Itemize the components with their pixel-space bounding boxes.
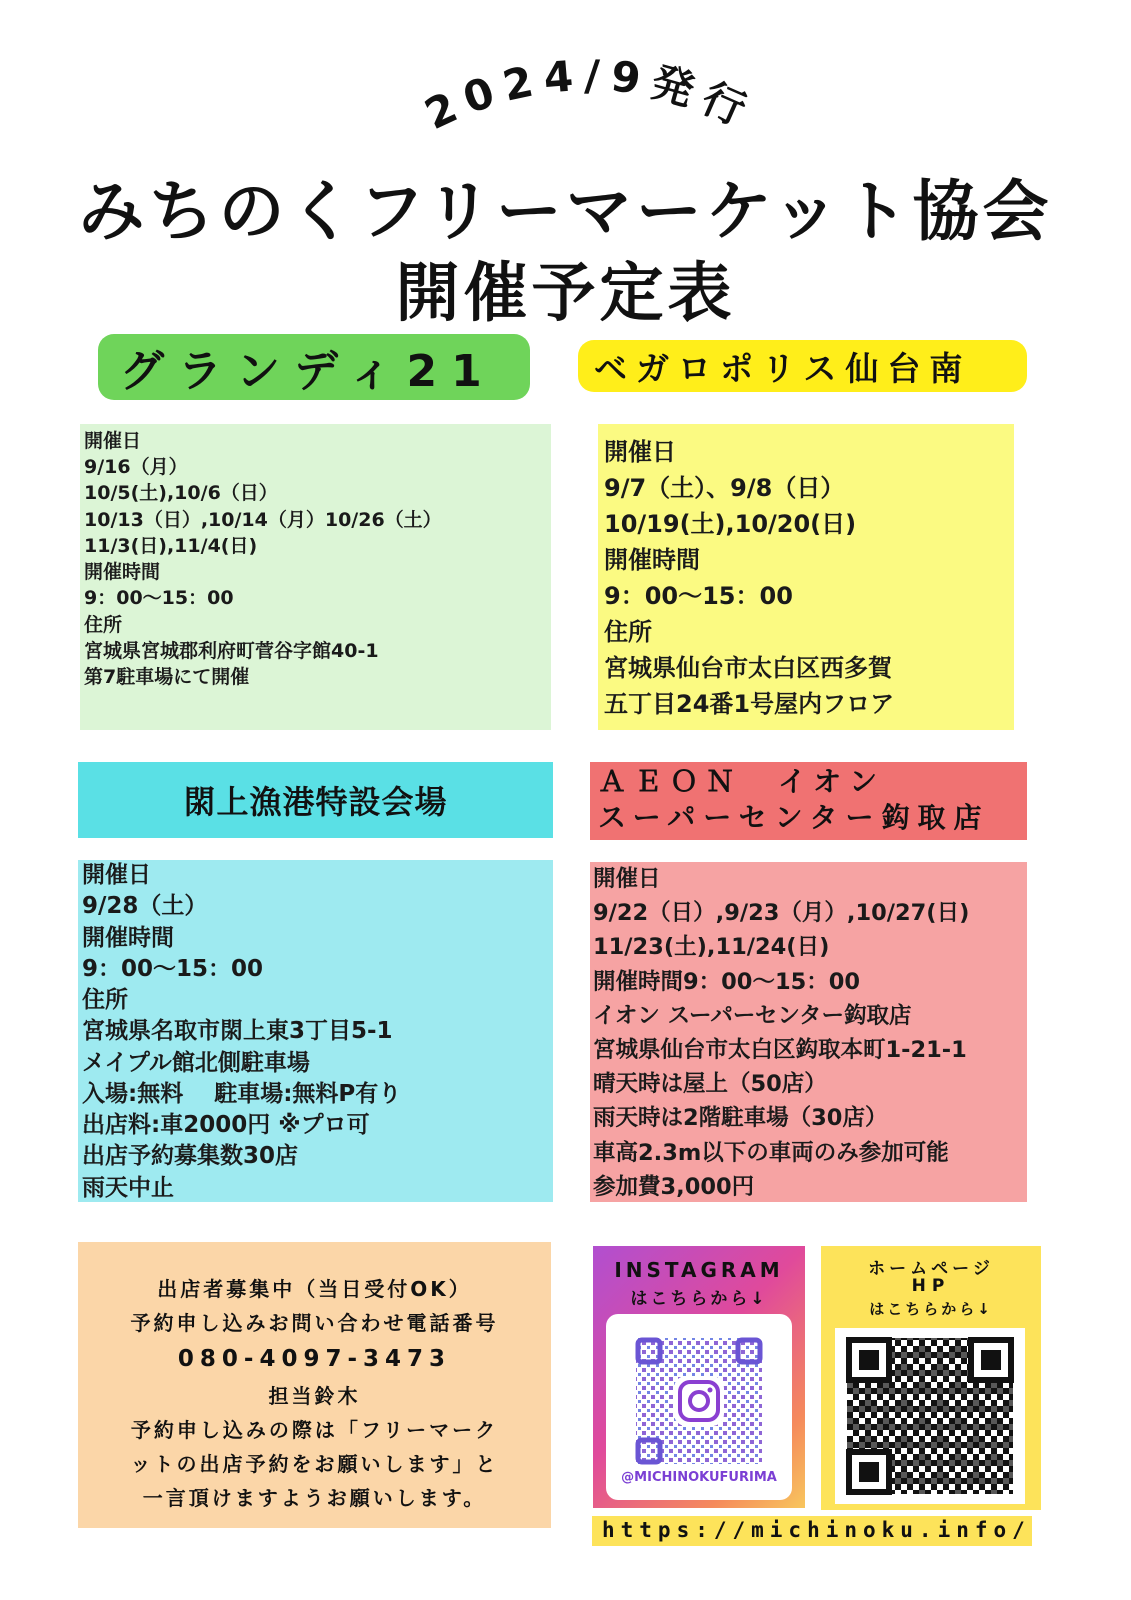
detail-line: 開催日 (604, 438, 676, 466)
detail-line: 宮城県仙台市太白区西多賀 (604, 654, 892, 682)
phone-number[interactable]: 080-4097-3473 (177, 1346, 452, 1372)
detail-line: 出店料:車2000円 ※プロ可 (82, 1112, 370, 1139)
venue-aeon-details (590, 862, 1027, 1202)
homepage-card[interactable] (821, 1246, 1041, 1510)
detail-line: 開催時間 (604, 546, 700, 574)
detail-line: 9/7（土）、9/8（日） (604, 474, 845, 502)
detail-line: 宮城県名取市閖上東3丁目5-1 (82, 1018, 393, 1045)
detail-line: 10/5(土),10/6（日） (84, 482, 278, 505)
venue-grandy-details (80, 424, 551, 730)
detail-line: 五丁目24番1号屋内フロア (604, 690, 895, 718)
homepage-title: ホームページ (868, 1259, 994, 1279)
venue-aeon-name-line1: ＡＥＯＮ イオン (598, 765, 886, 798)
detail-line: 開催時間 (84, 561, 161, 584)
detail-line: 9/28（土） (82, 893, 208, 920)
detail-line: 宮城県仙台市太白区鈎取本町1-21-1 (593, 1036, 967, 1063)
recruiting-text: 出店者募集中（当日受付OK） (157, 1277, 472, 1301)
instagram-qr-card[interactable] (606, 1314, 792, 1500)
page-subtitle: 開催予定表 (395, 257, 736, 331)
detail-line: 開催日 (84, 430, 142, 452)
detail-line: 雨天時は2階駐車場（30店） (593, 1105, 888, 1132)
homepage-url[interactable]: https://michinoku.info/ (592, 1516, 1032, 1546)
detail-line: 11/23(土),11/24(日) (593, 934, 830, 961)
venue-grandy-name: グランディ21 (120, 346, 496, 397)
detail-line: 住所 (84, 613, 123, 636)
homepage-caption: はこちらから↓ (869, 1300, 993, 1318)
detail-line: 開催日 (82, 862, 151, 888)
detail-line: メイプル館北側駐車場 (82, 1049, 310, 1076)
detail-line: 晴天時は屋上（50店） (593, 1071, 827, 1098)
detail-line: 開催日 (593, 866, 661, 892)
instagram-card[interactable] (593, 1246, 805, 1508)
instructions-line: ットの出店予約をお願いします」と (130, 1452, 499, 1477)
detail-line: 宮城県宮城郡利府町菅谷字館40-1 (84, 639, 379, 662)
instagram-title: INSTAGRAM (614, 1258, 784, 1282)
instructions-line: 予約申し込みの際は「フリーマーク (130, 1418, 499, 1443)
detail-line: 9：00〜15：00 (82, 955, 264, 982)
detail-line: 9：00〜15：00 (604, 582, 793, 610)
homepage-hp-label: HP (911, 1276, 951, 1296)
issue-date-arc (380, 50, 800, 160)
detail-line: 開催時間 (82, 924, 174, 951)
detail-line: 開催時間9：00〜15：00 (593, 968, 861, 995)
svg-text:2024/9発行 (417, 51, 762, 140)
detail-line: 9/16（月） (84, 456, 188, 479)
venue-aeon-name-line2: スーパーセンター鈎取店 (598, 801, 990, 835)
instagram-caption: はこちらから↓ (630, 1289, 768, 1309)
contact-person: 担当鈴木 (268, 1384, 361, 1409)
detail-line: 雨天中止 (82, 1174, 174, 1201)
detail-line: 住所 (604, 618, 652, 646)
detail-line: イオン スーパーセンター鈎取店 (593, 1002, 912, 1029)
detail-line: 出店予約募集数30店 (82, 1143, 299, 1170)
venue-vegalopolis-header (578, 340, 1027, 392)
instagram-handle[interactable]: @MICHINOKUFURIMA (621, 1470, 777, 1485)
issue-date (380, 50, 800, 160)
detail-line: 10/19(土),10/20(日) (604, 510, 857, 538)
detail-line: 住所 (82, 987, 128, 1014)
detail-line: 参加費3,000円 (593, 1173, 755, 1200)
phone-label: 予約申し込みお問い合わせ電話番号 (130, 1311, 499, 1335)
venue-yuriage-details (78, 860, 553, 1202)
contact-box (78, 1242, 551, 1528)
issue-date-text: 2024/9発行 (417, 50, 763, 140)
venue-yuriage-name: 閖上漁港特設会場 (183, 783, 448, 821)
venue-aeon-header (590, 762, 1027, 840)
venue-yuriage-header (78, 762, 553, 838)
venue-vegalopolis-name: ベガロポリス仙台南 (594, 348, 972, 388)
venue-grandy-header (98, 334, 530, 400)
detail-line: 入場:無料 駐車場:無料P有り (82, 1080, 402, 1107)
instructions-line: 一言頂けますようお願いします。 (142, 1486, 487, 1511)
venue-vegalopolis-details (598, 424, 1014, 730)
detail-line: 11/3(日),11/4(日) (84, 534, 258, 557)
qr-code-icon (835, 1328, 1025, 1504)
detail-line: 9：00〜15：00 (84, 587, 234, 610)
homepage-qr-code[interactable] (835, 1328, 1025, 1504)
detail-line: 第7駐車場にて開催 (84, 665, 250, 688)
detail-line: 車高2.3m以下の車両のみ参加可能 (593, 1139, 949, 1166)
detail-line: 9/22（日）,9/23（月）,10/27(日) (593, 900, 970, 927)
detail-line: 10/13（日）,10/14（月）10/26（土） (84, 508, 442, 531)
page-title: みちのくフリーマーケット協会 (78, 173, 1053, 250)
